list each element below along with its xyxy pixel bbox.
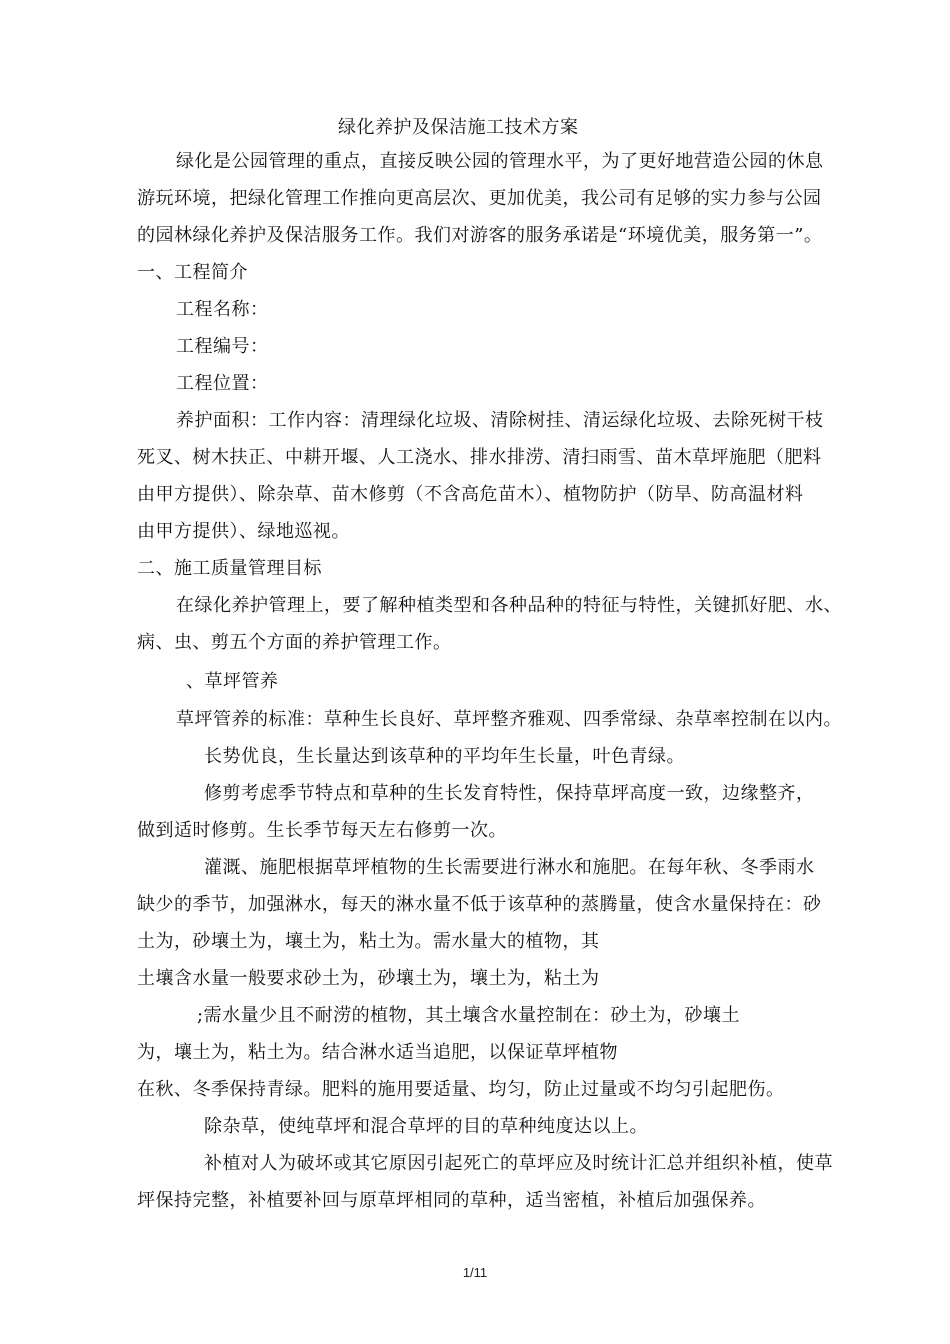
subsection-heading: 、草坪管养 [186,671,279,692]
text-line: 修剪考虑季节特点和草种的生长发育特性，保持草坪高度一致，边缘整齐， [204,783,815,804]
text-line: 养护面积：工作内容：清理绿化垃圾、清除树挂、清运绿化垃圾、去除死树干枝 [176,410,824,431]
text-line: 缺少的季节，加强淋水，每天的淋水量不低于该草种的蒸腾量，使含水量保持在：砂 [137,894,822,915]
text-line: 游玩环境，把绿化管理工作推向更高层次、更加优美，我公司有足够的实力参与公园 [137,188,822,209]
text-line: 土壤含水量一般要求砂土为，砂壤土为，壤土为，粘土为 [137,968,600,989]
text-line: 土为，砂壤土为，壤土为，粘土为。需水量大的植物，其 [137,931,600,952]
text-line: 由甲方提供）、绿地巡视。 [137,521,350,542]
text-line: 工程位置： [176,373,269,394]
page-title: 绿化养护及保洁施工技术方案 [338,117,579,138]
page-number: 1/11 [462,1265,488,1280]
text-line: 坪保持完整，补植要补回与原草坪相同的草种，适当密植，补植后加强保养。 [137,1190,766,1211]
text-line: 绿化是公园管理的重点，直接反映公园的管理水平，为了更好地营造公园的休息 [176,151,824,172]
text-line: 除杂草，使纯草坪和混合草坪的目的草种纯度达以上。 [204,1116,648,1137]
text-line: ;需水量少且不耐涝的植物，其土壤含水量控制在：砂土为，砂壤土 [197,1005,741,1026]
text-line: 在秋、冬季保持青绿。肥料的施用要适量、均匀，防止过量或不均匀引起肥伤。 [137,1079,785,1100]
text-line: 在绿化养护管理上，要了解种植类型和各种品种的特征与特性，关键抓好肥、水、 [176,595,842,616]
text-line: 病、虫、剪五个方面的养护管理工作。 [137,632,452,653]
text-line: 补植对人为破坏或其它原因引起死亡的草坪应及时统计汇总并组织补植，使草 [204,1153,833,1174]
text-line: 的园林绿化养护及保洁服务工作。我们对游客的服务承诺是“环境优美，服务第一”。 [137,225,823,246]
section-heading: 二、施工质量管理目标 [137,558,322,579]
text-line: 草坪管养的标准：草种生长良好、草坪整齐雅观、四季常绿、杂草率控制在以内。 [176,709,842,730]
text-line: 由甲方提供）、除杂草、苗木修剪（不含高危苗木）、植物防护（防旱、防高温材料 [137,484,804,505]
text-line: 为，壤土为，粘土为。结合淋水适当追肥，以保证草坪植物 [137,1042,618,1063]
section-heading: 一、工程简介 [137,262,248,283]
text-line: 做到适时修剪。生长季节每天左右修剪一次。 [137,820,507,841]
text-line: 死叉、树木扶正、中耕开堰、人工浇水、排水排涝、清扫雨雪、苗木草坪施肥（肥料 [137,447,822,468]
text-line: 工程名称： [176,299,269,320]
text-line: 灌溉、施肥根据草坪植物的生长需要进行淋水和施肥。在每年秋、冬季雨水 [204,857,815,878]
text-line: 工程编号： [176,336,269,357]
text-line: 长势优良，生长量达到该草种的平均年生长量，叶色青绿。 [204,746,685,767]
